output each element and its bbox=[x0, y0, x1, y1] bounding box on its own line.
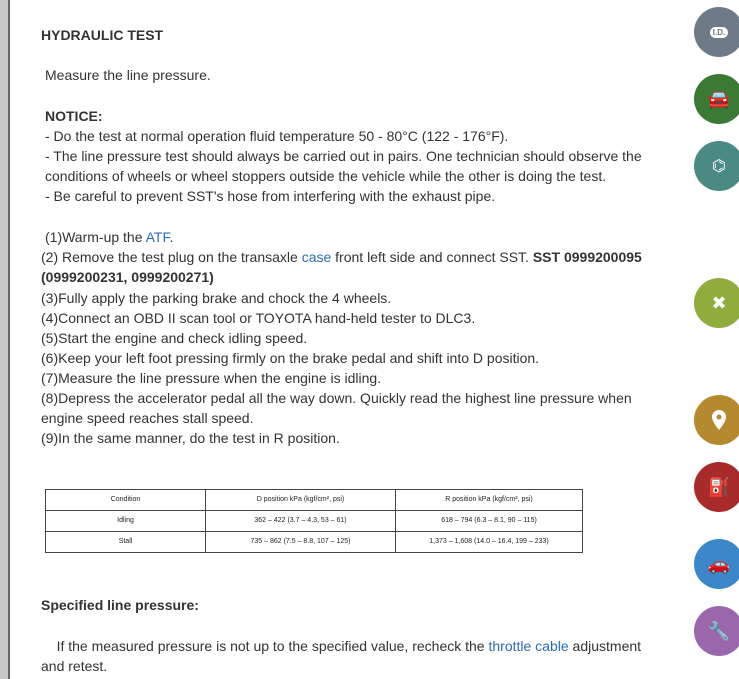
diagram-icon: ⌬ bbox=[712, 158, 726, 175]
table-cell: 362 – 422 (3.7 – 4.3, 53 – 61) bbox=[206, 511, 396, 532]
table-cell: 735 – 862 (7.5 – 8.8, 107 – 125) bbox=[206, 532, 396, 553]
location-pin-icon bbox=[711, 410, 727, 430]
id-icon: I.D. bbox=[710, 27, 728, 38]
case-link[interactable]: case bbox=[301, 249, 332, 265]
step-9: (9)In the same manner, do the test in R position. bbox=[41, 430, 340, 446]
step-4: (4)Connect an OBD II scan tool or TOYOTA hand-held tester to DLC3. bbox=[41, 310, 476, 326]
step-text: (1)Warm-up the bbox=[45, 229, 146, 245]
table-row bbox=[46, 532, 583, 553]
text: adjustment and retest. bbox=[41, 638, 645, 674]
fuel-gauge-button[interactable] bbox=[694, 462, 739, 512]
table-cell: Stall bbox=[46, 532, 206, 553]
satellite-icon: ✖ bbox=[711, 292, 727, 313]
header-cell: R position kPa (kgf/cm², psi) bbox=[396, 490, 583, 511]
notice-heading: NOTICE: bbox=[45, 108, 103, 124]
throttle-cable-link[interactable]: throttle cable bbox=[488, 638, 569, 654]
notice-item: - Do the test at normal operation fluid temperature 50 - 80°C (122 - 176°F). bbox=[45, 128, 509, 144]
left-panel-edge bbox=[0, 0, 8, 679]
table-row bbox=[46, 511, 583, 532]
step-3: (3)Fully apply the parking brake and chock the 4 wheels. bbox=[41, 290, 392, 306]
fuel-gauge-icon: ⛽ bbox=[707, 476, 731, 497]
table-cell: 618 – 794 (6.3 – 8.1, 90 – 115) bbox=[396, 511, 583, 532]
step-1 bbox=[41, 227, 661, 247]
header-cell: D position kPa (kgf/cm², psi) bbox=[206, 490, 396, 511]
table-cell: Idling bbox=[46, 511, 206, 532]
table-header-row bbox=[46, 490, 583, 511]
step-6: (6)Keep your left foot pressing firmly on the brake pedal and shift into D position. bbox=[41, 350, 540, 366]
step-text: (2) Remove the test plug on the transaxle bbox=[41, 249, 302, 265]
text: If the measured pressure is not up to the specified value, recheck the bbox=[41, 638, 489, 654]
vehicle-lift-icon: 🚗 bbox=[707, 553, 731, 574]
tool-icon: 🔧 bbox=[707, 620, 731, 641]
vehicle-message-icon: 🚘 bbox=[707, 88, 731, 109]
step-2 bbox=[41, 247, 661, 287]
atf-link[interactable]: ATF bbox=[145, 229, 170, 245]
page-title: HYDRAULIC TEST bbox=[41, 27, 164, 43]
id-button[interactable] bbox=[694, 7, 739, 57]
final-text bbox=[41, 636, 661, 676]
notice-item: - The line pressure test should always be carried out in pairs. One technician should observe the conditions of wheels or wheel stoppers outside the vehicle while the other is doing the test. bbox=[45, 148, 642, 184]
line-pressure-table bbox=[45, 489, 583, 553]
step-text: . bbox=[169, 229, 174, 245]
intro-text: Measure the line pressure. bbox=[45, 67, 211, 83]
notice-item: - Be careful to prevent SST's hose from interfering with the exhaust pipe. bbox=[45, 188, 496, 204]
diagram-button[interactable] bbox=[694, 141, 739, 191]
step-7: (7)Measure the line pressure when the engine is idling. bbox=[41, 370, 382, 386]
step-5: (5)Start the engine and check idling speed. bbox=[41, 330, 308, 346]
vehicle-message-button[interactable] bbox=[694, 74, 739, 124]
location-button[interactable] bbox=[694, 395, 739, 445]
document-content bbox=[41, 25, 661, 676]
step-8: (8)Depress the accelerator pedal all the way down. Quickly read the highest line pressure when engine speed reaches stall speed. bbox=[41, 390, 632, 426]
table-cell: 1,373 – 1,608 (14.0 – 16.4, 199 – 233) bbox=[396, 532, 583, 553]
step-text: front left side and connect SST. bbox=[331, 249, 533, 265]
vehicle-lift-button[interactable] bbox=[694, 539, 739, 589]
panel-divider[interactable] bbox=[8, 0, 10, 679]
header-cell: Condition bbox=[46, 490, 206, 511]
tool-button[interactable] bbox=[694, 606, 739, 656]
sst-number: SST 0999200095 (0999200231, 0999200271) bbox=[41, 249, 642, 285]
spec-heading: Specified line pressure: bbox=[41, 597, 199, 613]
satellite-button[interactable] bbox=[694, 278, 739, 328]
